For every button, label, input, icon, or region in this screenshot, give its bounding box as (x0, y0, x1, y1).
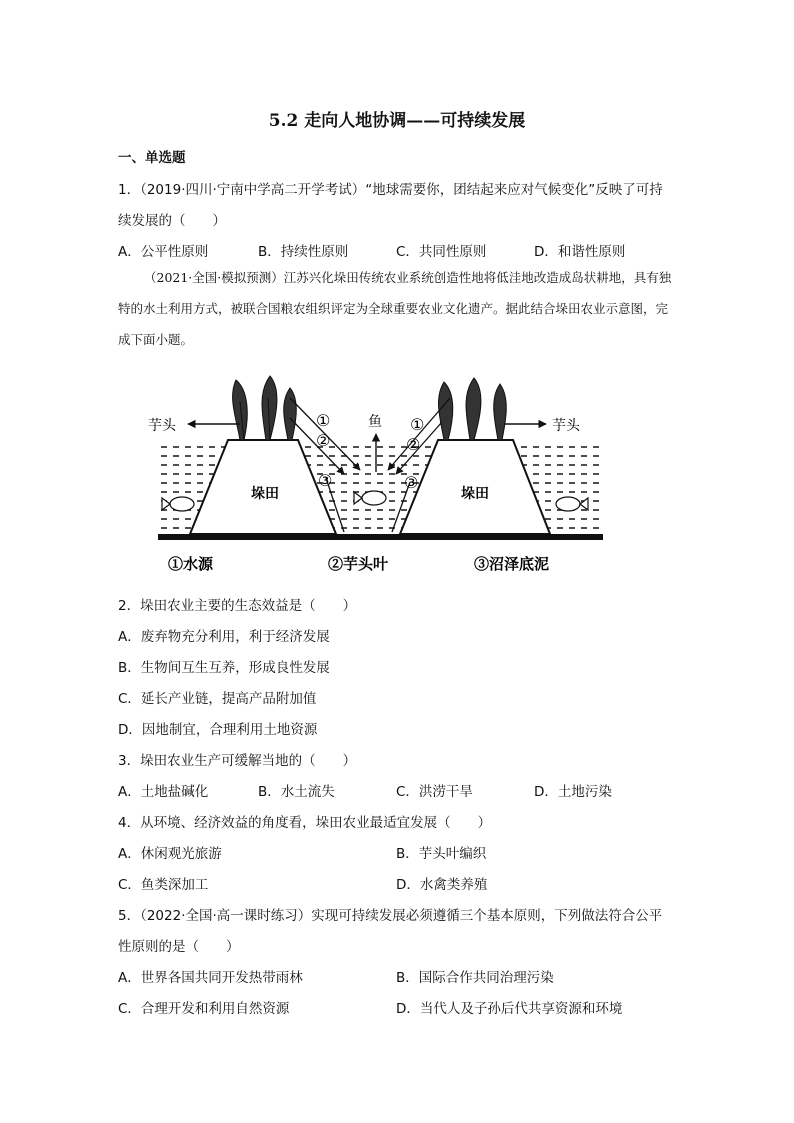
q1-option-a[interactable]: A．公平性原则 (118, 244, 209, 260)
duotian-diagram (148, 362, 608, 582)
field-left-label: 垛田 (251, 486, 279, 502)
mark-right-2: ② (406, 435, 421, 454)
q3-option-c[interactable]: C．洪涝干旱 (396, 784, 473, 800)
page-title: 5.2 走向人地协调——可持续发展 (268, 111, 526, 131)
q5-option-a[interactable]: A．世界各国共同开发热带雨林 (118, 970, 303, 986)
q4-option-a[interactable]: A．休闲观光旅游 (118, 846, 222, 862)
legend-taro-leaf: ②芋头叶 (328, 555, 389, 573)
legend-swamp-mud: ③沼泽底泥 (474, 555, 550, 573)
q4-stem: 4．从环境、经济效益的角度看，垛田农业最适宜发展（ ） (118, 815, 492, 831)
mark-left-3: ③ (318, 471, 333, 490)
q2-option-b[interactable]: B．生物间互生互养，形成良性发展 (118, 660, 330, 676)
q5-option-c[interactable]: C．合理开发和利用自然资源 (118, 1001, 290, 1017)
mark-right-3: ③ (404, 473, 419, 492)
q3-option-a[interactable]: A．土地盐碱化 (118, 784, 209, 800)
section-heading: 一、单选题 (118, 150, 186, 166)
q4-option-b[interactable]: B．芋头叶编织 (396, 846, 487, 862)
product-taro-left: 芋头 (148, 418, 176, 434)
q5-option-b[interactable]: B．国际合作共同治理污染 (396, 970, 554, 986)
q2-stem: 2．垛田农业主要的生态效益是（ ） (118, 598, 357, 614)
q2-option-c[interactable]: C．延长产业链，提高产品附加值 (118, 691, 317, 707)
q3-option-d[interactable]: D．土地污染 (534, 784, 612, 800)
passage-intro (118, 262, 678, 355)
q4-option-d[interactable]: D．水禽类养殖 (396, 877, 488, 893)
q5-stem-line2: 性原则的是（ ） (118, 939, 240, 955)
taro-plants-right (439, 378, 507, 440)
q2-option-a[interactable]: A．废弃物充分利用，利于经济发展 (118, 629, 330, 645)
q1-option-b[interactable]: B．持续性原则 (258, 244, 349, 260)
q3-stem: 3．垛田农业生产可缓解当地的（ ） (118, 753, 357, 769)
q1-stem-line1: 1．（2019·四川·宁南中学高二开学考试）“地球需要你，团结起来应对气候变化”反映了可持 (118, 182, 663, 198)
product-fish: 鱼 (368, 414, 382, 430)
mark-left-1: ① (316, 411, 331, 430)
mark-right-1: ① (410, 415, 425, 434)
legend-water-source: ①水源 (168, 555, 214, 573)
q1-option-d[interactable]: D．和谐性原则 (534, 244, 626, 260)
mark-left-2: ② (316, 431, 331, 450)
taro-plants-left (233, 376, 297, 440)
q5-stem-line1: 5．（2022·全国·高一课时练习）实现可持续发展必须遵循三个基本原则，下列做法符合公平 (118, 908, 663, 924)
q4-option-c[interactable]: C．鱼类深加工 (118, 877, 209, 893)
q1-stem-line2: 续发展的（ ） (118, 213, 226, 229)
passage-text: （2021·全国·模拟预测）江苏兴化垛田传统农业系统创造性地将低洼地改造成岛状耕地，具有独特的水土利用方式，被联合国粮农组织评定为全球重要农业文化遗产。据此结合垛田农业示意图，完成下面小题。 (118, 270, 672, 347)
field-right-label: 垛田 (461, 486, 489, 502)
q1-option-c[interactable]: C．共同性原则 (396, 244, 487, 260)
q3-option-b[interactable]: B．水土流失 (258, 784, 335, 800)
q5-option-d[interactable]: D．当代人及子孙后代共享资源和环境 (396, 1001, 623, 1017)
product-taro-right: 芋头 (552, 418, 580, 434)
q2-option-d[interactable]: D．因地制宜，合理利用土地资源 (118, 722, 318, 738)
